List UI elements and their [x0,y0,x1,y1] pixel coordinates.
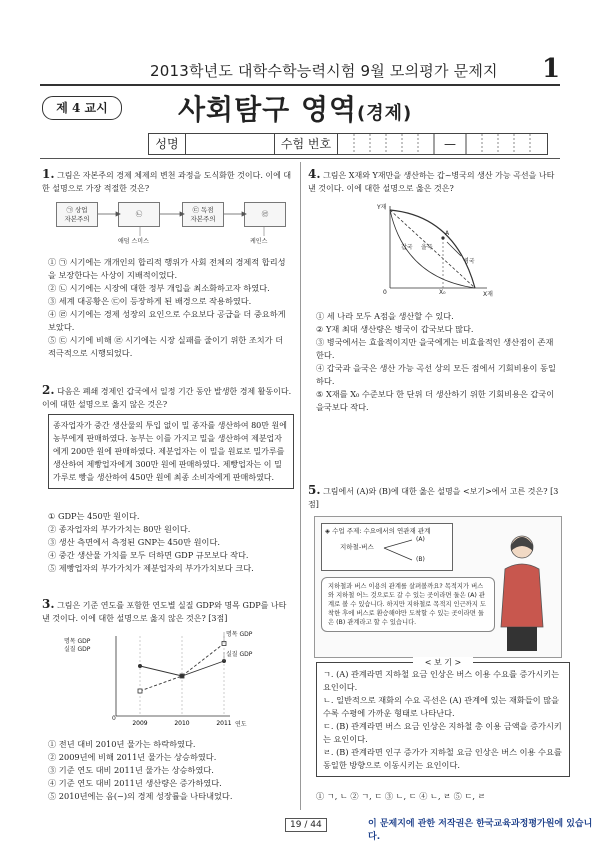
q5-choices[interactable]: ① ㄱ, ㄴ ② ㄱ, ㄷ ③ ㄴ, ㄷ ④ ㄴ, ㄹ ⑤ ㄷ, ㄹ [316,791,486,801]
q3-nominal-point [138,689,142,693]
footer-page-current: 19 [290,820,302,830]
question-5-number: 5. [308,483,321,497]
q1-option-3[interactable]: ③ 세계 대공황은 ㉢이 등장하게 된 배경으로 작용하였다. [48,296,252,306]
q5-bogi-2: ㄴ. 일반적으로 재화의 수요 곡선은 (A) 관계에 있는 재화들이 많을수록 수평에 가까운 형태로 나타난다. [323,695,560,718]
q3-real-point [180,674,184,678]
q4-label-origin: 0 [383,289,387,296]
q1-stage-3: ㉢ 독점 자본주의 [182,202,224,227]
q3-option-3[interactable]: ③ 기준 연도 대비 2011년 물가는 상승하였다. [48,765,214,775]
q3-y-label-1: 명목 GDP [64,638,91,645]
name-field[interactable] [186,134,275,154]
q3-options [48,738,292,803]
q5-bogi-title: < 보 기 > [413,657,473,668]
q4-option-1[interactable]: ① 세 나라 모두 A점을 생산할 수 있다. [316,311,454,321]
q1-stage-1: ㉠ 상업 자본주의 [56,202,98,227]
q4-x-axis: X재 [483,291,493,298]
exam-number-field[interactable] [338,134,547,154]
footer-page-slash: / [304,820,308,830]
question-1-text: 그림은 자본주의 경제 체제의 변천 과정을 도식화한 것이다. 이에 대한 설명으로 가장 적절한 것은? [42,171,292,193]
question-1-number: 1. [42,167,55,181]
q3-series-nominal-line [140,644,224,692]
q4-ppf-diagram [365,198,515,302]
q5-bogi-1: ㄱ. (A) 관계라면 지하철 요금 인상은 버스 이용 수요를 증가시키는 요인이다. [323,669,560,692]
q5-label-b: (B) [416,556,425,563]
q3-option-1[interactable]: ① 전년 대비 2010년 물가는 하락하였다. [48,739,196,749]
q1-option-4[interactable]: ④ ㉣ 시기에는 경제 성장의 요인으로 수요보다 공급을 더 중요하게 보았다. [48,309,286,332]
page-number: 1 [542,54,561,84]
name-label: 성명 [149,134,186,154]
teacher-figure-icon [489,529,555,655]
header-bottom-rule [40,158,560,159]
q4-label-a: A [445,230,450,237]
q2-options [48,510,292,575]
q4-ppf-svg [365,198,515,302]
id-box [148,133,548,155]
q3-chart-svg [60,630,290,728]
q2-option-5[interactable]: ⑤ 제빵업자의 부가가치가 제분업자의 부가가치보다 크다. [48,563,254,573]
q5-board-item: 지하철-버스 [340,543,374,551]
q4-option-3[interactable]: ③ 병국에서는 효율적이지만 을국에게는 비효율적인 생산점이 존재한다. [316,337,554,360]
question-3-stem [42,598,292,625]
q3-chart [60,630,290,728]
copyright-note: 이 문제지에 관한 저작권은 한국교육과정평가원에 있습니다. [368,819,593,842]
q1-label-keynes: 케인스 [250,238,268,245]
q1-option-5[interactable]: ⑤ ㉢ 시기에 비해 ㉣ 시기에는 시장 실패를 줄이기 위한 조치가 더 적극적으로 시행되었다. [48,335,284,358]
q3-x-axis-label: 연도 [235,721,247,728]
q1-label-smith: 애덤 스미스 [118,238,149,245]
session-badge: 제 4 교시 [42,96,122,120]
question-3-number: 3. [42,597,55,611]
question-4-number: 4. [308,167,321,181]
q5-classroom-illustration [314,516,562,658]
q4-option-2[interactable]: ② Y재 최대 생산량은 병국이 갑국보다 많다. [316,324,474,334]
q3-x-tick-2009: 2009 [132,720,148,727]
q5-board-title: ◈ 수업 주제: 수요에서의 연관재 관계 [325,527,431,535]
q5-speech-bubble: 지하철과 버스 이용의 관계를 살펴볼까요? 목적지가 버스와 지하철 어느 것으로도 갈 수 있는 곳이라면 둘은 (A) 관계로 볼 수 있습니다. 하지만 지하철로 목적지 인근까지 도착한 후에 버스로 환승해야만 도착할 수 있는 곳이라면 둘은 (B) 관계라고 할 수 있습니다. [321,577,495,632]
q4-option-4[interactable]: ④ 갑국과 을국은 생산 가능 곡선 상의 모든 점에서 기회비용이 동일하다. [316,363,556,386]
exam-number-label: 수험 번호 [275,134,338,154]
q1-options [48,256,292,360]
question-3-text: 그림은 기준 연도를 포함한 연도별 실질 GDP와 명목 GDP를 나타낸 것이다. 이에 대한 설명으로 옳지 않은 것은? [3점] [42,601,287,623]
q5-blackboard [321,523,453,571]
q4-options [316,310,560,414]
q3-x-tick-2010: 2010 [174,720,190,727]
q1-option-1[interactable]: ① ㉠ 시기에는 개개인의 합리적 행위가 사회 전체의 경제적 합리성을 보장한다는 사상이 지배적이었다. [48,257,286,280]
q1-stage-2: ㉡ [118,202,160,227]
q4-label-byeong: 병국 [463,258,475,265]
subject-main: 사회탐구 영역 [178,93,358,126]
q4-option-5[interactable]: ⑤ X재를 X₀ 수준보다 한 단위 더 생산하기 위한 기회비용은 갑국이 을국보다 작다. [316,389,555,412]
q3-y-label-2: 실질 GDP [64,646,91,653]
q3-legend-nominal: 명목 GDP [226,631,253,638]
q2-option-1[interactable]: ① GDP는 450만 원이다. [48,511,140,521]
q3-legend-real: 실질 GDP [226,651,253,658]
header-rule [40,84,560,86]
question-5-stem [308,484,560,511]
q3-real-point [138,664,142,668]
q5-bogi-box [316,658,570,777]
question-4-text: 그림은 X재와 Y재만을 생산하는 갑~병국의 생산 가능 곡선을 나타낸 것이다. 이에 대한 설명으로 옳은 것은? [308,171,555,193]
q1-stage-4: ㉣ [244,202,286,227]
q2-scenario-box: 종자업자가 중간 생산물의 투입 없이 밀 종자를 생산하여 80만 원에 농부에게 판매하였다. 농부는 이를 가지고 밀을 생산하여 제분업자에게 200만 원에 판매하였다. 제분업자는 이 밀을 원료로 밀가루를 생산하여 제빵업자에게 300만 원에 판매하였다. 제빵업자는 이 밀가루로 빵을 생산하여 450만 원에 최종 소비자에게 판매하였다. [48,414,294,489]
exam-number-dash: — [444,137,456,151]
q4-label-gap: 갑국 [401,244,413,251]
q2-option-3[interactable]: ③ 생산 측면에서 측정된 GNP는 450만 원이다. [48,537,220,547]
q5-label-a: (A) [416,536,425,543]
q3-x-tick-2011: 2011 [216,720,232,727]
q2-option-2[interactable]: ② 종자업자의 부가가치는 80만 원이다. [48,524,191,534]
column-divider [300,162,301,810]
question-2-stem [42,384,292,411]
exam-number-grid [338,134,547,154]
q3-option-4[interactable]: ④ 기준 연도 대비 2011년 생산량은 증가하였다. [48,778,222,788]
question-5-text: 그림에서 (A)와 (B)에 대한 옳은 설명을 <보기>에서 고른 것은? [3점] [308,487,559,509]
q5-bogi-3: ㄷ. (B) 관계라면 버스 요금 인상은 지하철 총 이용 금액을 증가시키는 요인이다. [323,721,562,744]
q1-option-2[interactable]: ② ㉡ 시기에는 시장에 대한 정부 개입을 최소화하고자 하였다. [48,283,270,293]
q1-diagram [48,202,294,246]
question-2-number: 2. [42,383,55,397]
q3-option-2[interactable]: ② 2009년에 비해 2011년 물가는 상승하였다. [48,752,217,762]
exam-title: 2013학년도 대학수학능력시험 9월 모의평가 문제지 [150,62,498,80]
q5-bogi-4: ㄹ. (B) 관계라면 인구 증가가 지하철 요금 인상은 버스 이용 수요를 동일한 방향으로 이동시키는 요인이다. [323,747,562,770]
q3-option-5[interactable]: ⑤ 2010년에는 음(−)의 경제 성장률을 나타내었다. [48,791,233,801]
q2-option-4[interactable]: ④ 중간 생산물 가치를 모두 더하면 GDP 규모보다 작다. [48,550,249,560]
question-4-stem [308,168,560,195]
question-1-stem [42,168,292,195]
q4-label-eul: 을국 [421,244,433,251]
q3-origin: 0 [112,715,116,722]
footer-page-total: 44 [310,820,322,830]
subject-sub: (경제) [357,103,413,124]
footer-page-indicator [285,818,327,832]
question-2-text: 다음은 폐쇄 경제인 갑국에서 일정 기간 동안 발생한 경제 활동이다. 이에 대한 설명으로 옳지 않은 것은? [42,387,292,409]
subject-title [178,88,412,128]
q4-label-x0: X₀ [439,289,446,296]
q5-board-arrows [382,534,442,568]
q4-y-axis: Y재 [377,204,387,211]
